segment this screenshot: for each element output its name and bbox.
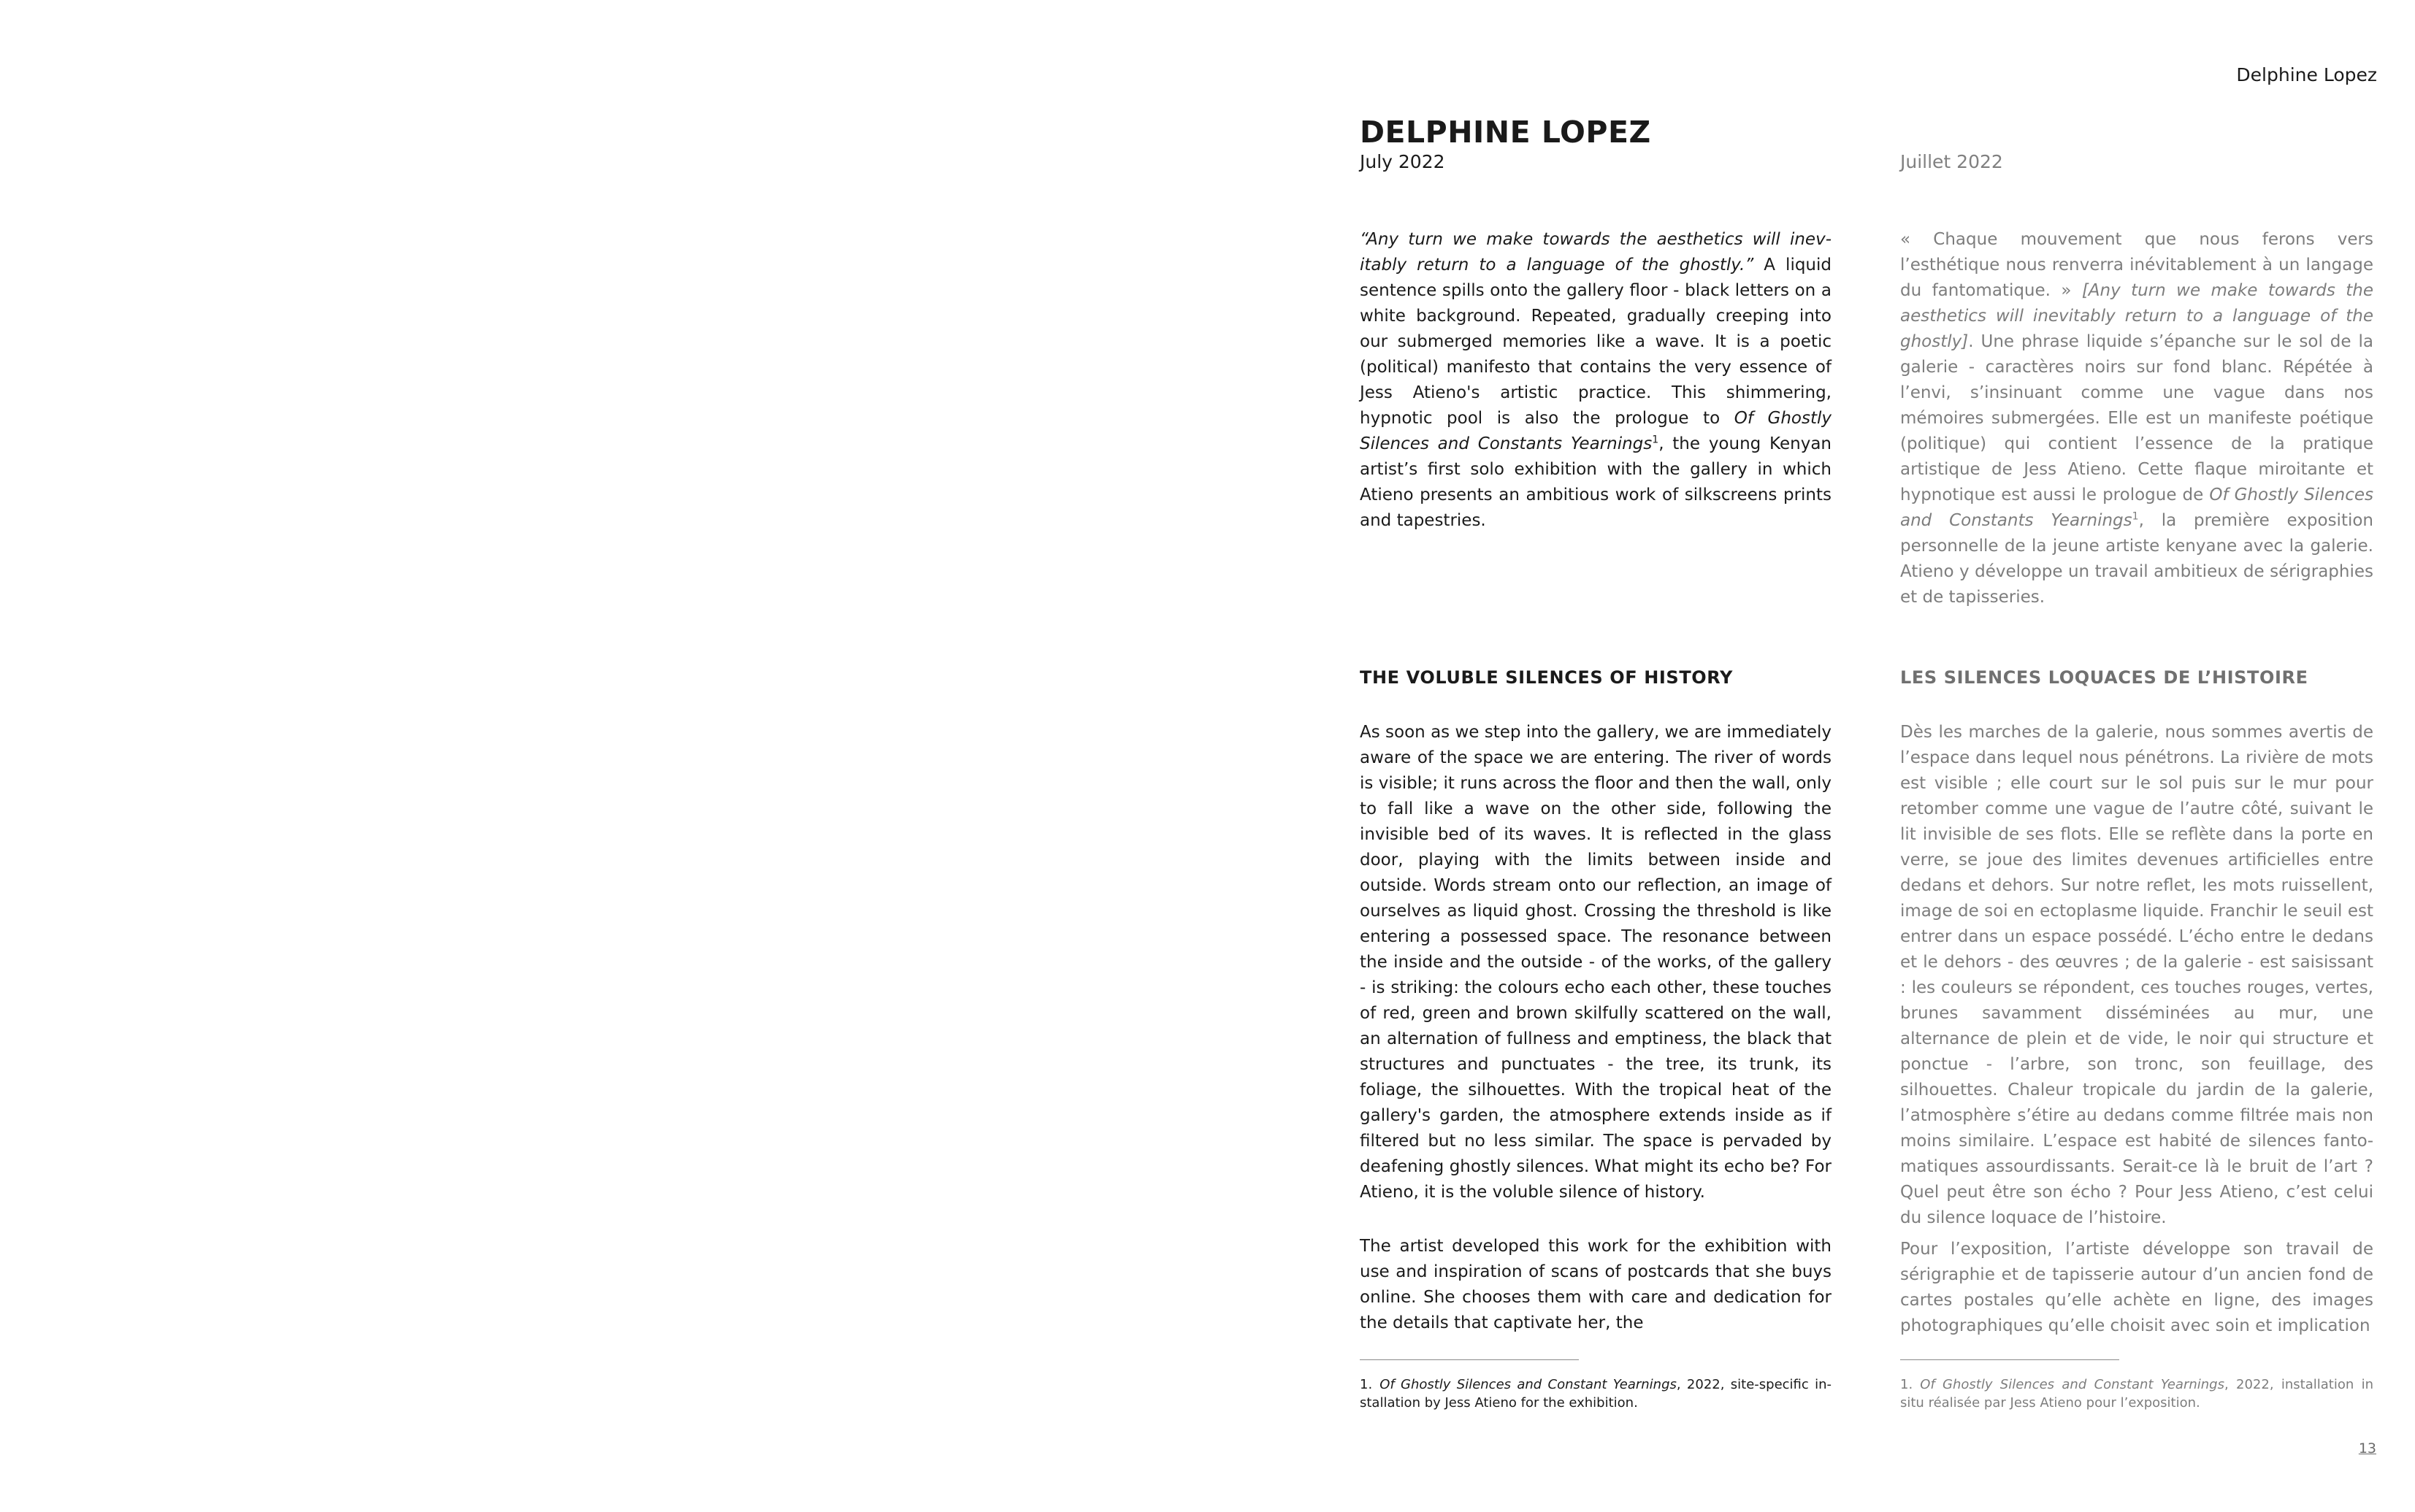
intro-text: A liquid sentence spills onto the gallery floor - black letters on a white background. Repeated, gradually creeping into our submerged memories like a wave. It is a poetic (political) manifesto that contains the very essence of Jess Atieno's artistic practice. This shimmering, hypnotic pool is also the prologue to [1360,256,1832,428]
page-number: 13 [2358,1440,2376,1457]
footnote-title: Of Ghostly Silences and Constant Yearnings [1379,1377,1677,1392]
footnote-number: 1. [1360,1377,1373,1392]
footnote-ref[interactable]: 1 [1652,434,1659,446]
epigraph-quote: “Any turn we make towards the aesthetics will inevitably return to a language of the ghostly.” [1360,230,1832,275]
footnote-divider [1900,1359,2119,1360]
intro-paragraph-french [1900,227,2373,610]
intro-text: , la première exposition personnelle de la jeune artiste kenyane avec la galerie. Atieno y développe un travail ambitieux de sérigraphies et de tapisseries. [1900,511,2374,607]
date-english: July 2022 [1360,151,1445,172]
body-paragraph-english-1: As soon as we step into the gallery, we are immediately aware of the space we are entering. The river of words is visible; it runs across the floor and then the wall, only to fall like a wave on the other side, following the invisible bed of its waves. It is reflected in the glass door, playing with the limits between inside and outside. Words stream onto our reflection, an image of ourselves as liquid ghost. Crossing the threshold is like entering a possessed space. The resonance between the inside and the outside - of the works, of the gallery - is striking: the colours echo each other, these touches of red, green and brown skilfully scattered on the wall, an alternation of fullness and emptiness, the black that structures and punctuates - the tree, its trunk, its foliage, the silhouettes. With the tropical heat of the gallery's garden, the atmosphere extends inside as if filtered but no less similar. The space is pervaded by deafening ghostly silences. What might its echo be? For Atieno, it is the voluble silence of history. [1360,723,1832,1202]
running-head: Delphine Lopez [2236,64,2377,85]
body-paragraph-french-1: Dès les marches de la galerie, nous sommes avertis de l’espace dans lequel nous pénétrons. La rivière de mots est visible ; elle court sur le sol puis sur le mur pour retomber comme une vague de l’autre côté, suivant le lit invisible de ses flots. Elle se reflète dans la porte en verre, se joue des limites devenues artificielles entre dedans et dehors. Sur notre reflet, les mots ruissellent, image de soi en ectoplasme liquide. Franchir le seuil est entrer dans un espace possédé. L’écho entre le dedans et le dehors - des œuvres ; de la galerie - est saisissant : les couleurs se répondent, ces touches rouges, vertes, brunes savamment disséminées au mur, une alternance de plein et de vide, le noir qui structure et ponctue - l’arbre, son tronc, son feuillage, des silhouettes. Chaleur tropicale du jardin de la galerie, l’atmosphère s’étire au dedans comme filtrée mais non moins similaire. L’espace est habité de silences fantomatiques assourdissants. Serait-ce là le bruit de l’art ? Quel peut être son écho ? Pour Jess Atieno, c’est celui du silence loquace de l’histoire. [1900,723,2373,1227]
footnote-text: , 2022, site-specific installation by Jess Atieno for the exhibition. [1360,1377,1832,1411]
section-heading-english: THE VOLUBLE SILENCES OF HISTORY [1360,667,1734,688]
exhibition-title: Of Ghostly Silences and Constants Yearnings [1900,486,2373,530]
intro-text: , the young Kenyan artist’s first solo exhibition with the gallery in which Atieno presents an ambitious work of silkscreens prints and tapestries. [1360,434,1832,530]
footnote-english [1360,1375,1832,1412]
body-paragraph-english-2: The artist developed this work for the exhibition with use and inspiration of scans of postcards that she buys online. She chooses them with care and dedication for the details that captivate her, the [1360,1237,1832,1332]
section-heading-french: LES SILENCES LOQUACES DE L’HISTOIRE [1900,667,2308,688]
body-paragraph-french-2: Pour l’exposition, l’artiste développe son travail de sérigraphie et de tapisserie autour d’un ancien fond de cartes postales qu’elle achète en ligne, des images photographiques qu’elle choisit avec soin et implication [1900,1240,2373,1335]
epigraph-quote: [Any turn we make towards the aesthetics will inevitably return to a language of the ghostly] [1900,281,2373,351]
footnote-number: 1. [1900,1377,1913,1392]
author-title: DELPHINE LOPEZ [1360,115,1651,150]
footnote-divider [1360,1359,1579,1360]
intro-text: « Chaque mouvement que nous ferons vers l’esthétique nous renverra inévitablement à un langage du fantomatique. » [1900,230,2373,300]
footnote-text: , 2022, installation in situ réalisée par Jess Atieno pour l’exposition. [1900,1377,2373,1411]
date-french: Juillet 2022 [1900,151,2003,172]
intro-paragraph-english [1360,227,1832,534]
footnote-french [1900,1375,2373,1412]
intro-text: . Une phrase liquide s’épanche sur le sol de la galerie - caractères noirs sur fond blanc. Répétée à l’envi, s’insinuant comme une vague dans nos mémoires submergées. Elle est un manifeste poétique (politique) qui contient l’essence de la pratique artistique de Jess Atieno. Cette flaque miroitante et hypnotique est aussi le prologue de [1900,332,2373,504]
footnote-title: Of Ghostly Silences and Constant Yearnings [1920,1377,2224,1392]
exhibition-title: Of Ghostly Silences and Constants Yearnings [1360,409,1832,453]
footnote-ref[interactable]: 1 [2132,510,2139,523]
